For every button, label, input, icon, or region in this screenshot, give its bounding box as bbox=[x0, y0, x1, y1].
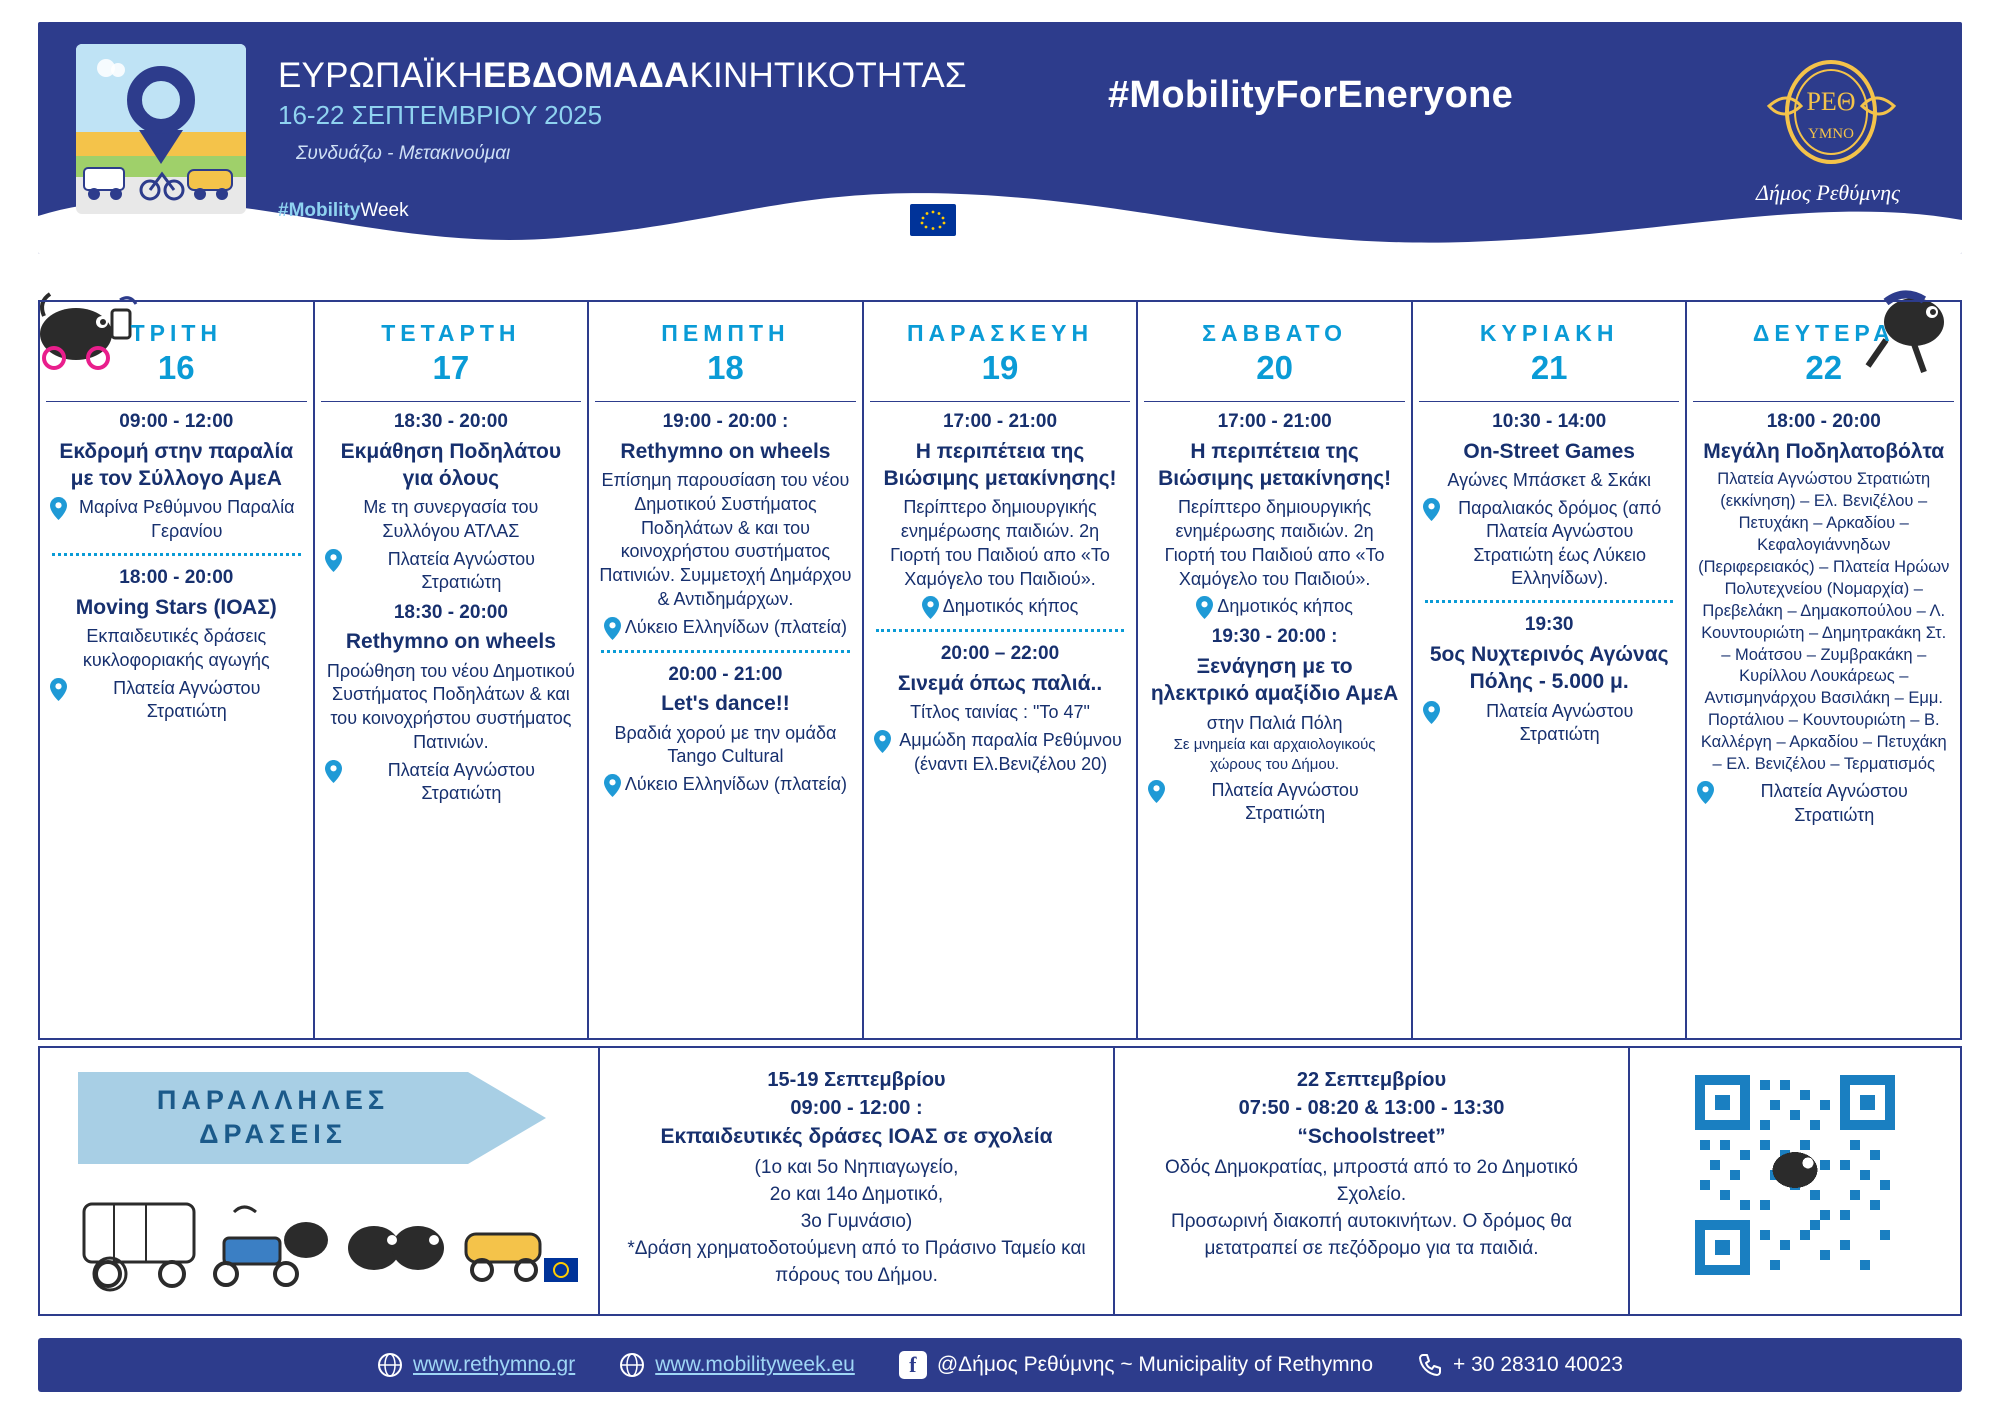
event-location bbox=[599, 773, 852, 797]
event-location-text: Πλατεία Αγνώστου Στρατιώτη bbox=[1211, 780, 1359, 824]
school-actions-line-3: 3ο Γυμνάσιο) bbox=[800, 1211, 913, 1233]
mobilityweek-tag-b: Week bbox=[360, 200, 409, 221]
schoolstreet-line-1: Οδός Δημοκρατίας, μπροστά από το 2ο Δημοτικό Σχολείο. bbox=[1165, 1157, 1578, 1206]
location-pin-icon bbox=[1423, 498, 1440, 521]
eu-stars bbox=[910, 204, 956, 236]
qr-code-col bbox=[1630, 1048, 1960, 1314]
footer-phone bbox=[1417, 1352, 1623, 1378]
event-location-text: Παραλιακός δρόμος (από Πλατεία Αγνώστου Στρατιώτη έως Λύκειο Ελληνίδων). bbox=[1458, 497, 1662, 588]
campaign-hashtag: #MobilityForEneryone bbox=[1108, 74, 1514, 116]
parallel-schoolstreet bbox=[1115, 1048, 1630, 1314]
event-item bbox=[1423, 613, 1676, 746]
event-item bbox=[874, 642, 1127, 776]
event-title: On-Street Games bbox=[1463, 439, 1635, 463]
event-item bbox=[325, 410, 578, 595]
event-description: Προώθηση του νέου Δημοτικού Συστήματος Ποδηλάτων & και του κοινοχρήστου συστήματος Πατινιών. bbox=[326, 660, 575, 752]
event-title: Σινεμά όπως παλιά.. bbox=[897, 672, 1103, 696]
event-item bbox=[1148, 625, 1401, 825]
school-actions-line-1: (1ο και 5ο Νηπιαγωγείο, bbox=[754, 1157, 959, 1179]
event-location bbox=[325, 759, 578, 806]
day-number: 18 bbox=[707, 349, 744, 386]
school-actions-title: Εκπαιδευτικές δράσες ΙΟΑΣ σε σχολεία bbox=[660, 1125, 1053, 1148]
school-actions-line-2: 2ο και 14ο Δημοτικό, bbox=[769, 1184, 944, 1206]
event-title: Let's dance!! bbox=[661, 692, 790, 716]
day-name: ΤΡΙΤΗ bbox=[130, 320, 223, 346]
event-item bbox=[874, 410, 1127, 619]
event-title: Η περιπέτεια της Βιώσιμης μετακίνησης! bbox=[1158, 439, 1392, 491]
event-location bbox=[1148, 779, 1401, 826]
event-location-text: Πλατεία Αγνώστου Στρατιώτη bbox=[387, 759, 535, 804]
footer-link-rethymno[interactable]: www.rethymno.gr bbox=[413, 1353, 576, 1376]
day-header bbox=[870, 302, 1131, 387]
event-location-text: Δημοτικός κήπος bbox=[942, 596, 1079, 617]
event-note: Σε μνημεία και αρχαιολογικούς χώρους του Δήμου. bbox=[1173, 736, 1376, 774]
location-pin-icon bbox=[874, 730, 891, 753]
day-name: ΔΕΥΤΕΡΑ bbox=[1752, 320, 1895, 346]
svg-text:ΡΕΘ: ΡΕΘ bbox=[1806, 87, 1856, 116]
title-part-1: ΕΥΡΩΠΑΪΚΗ bbox=[278, 56, 483, 95]
day-name: ΚΥΡΙΑΚΗ bbox=[1479, 320, 1619, 346]
event-time: 17:00 - 21:00 bbox=[1217, 411, 1332, 432]
day-name: ΤΕΤΑΡΤΗ bbox=[381, 320, 521, 346]
event-description: Περίπτερο δημιουργικής ενημέρωσης παιδιών. 2η Γιορτή του Παιδιού απο «Το Χαμόγελο του Παιδιού». bbox=[1164, 497, 1385, 589]
event-title: Rethymno on wheels bbox=[345, 630, 556, 654]
location-pin-icon bbox=[325, 760, 342, 783]
location-pin-icon bbox=[604, 617, 621, 640]
location-pin-icon bbox=[922, 596, 939, 619]
location-pin-icon bbox=[1423, 701, 1440, 724]
event-time: 17:00 - 21:00 bbox=[942, 411, 1058, 432]
location-pin-icon bbox=[50, 678, 67, 701]
event-location bbox=[50, 677, 303, 724]
event-location-text: Πλατεία Αγνώστου Στρατιώτη bbox=[1760, 781, 1908, 825]
poster-header bbox=[38, 22, 1962, 254]
event-title: Moving Stars (ΙΟΑΣ) bbox=[75, 595, 277, 619]
eu-flag-icon bbox=[910, 204, 956, 236]
event-location-text: Λύκειο Ελληνίδων (πλατεία) bbox=[624, 616, 847, 637]
event-location bbox=[1697, 780, 1950, 827]
title-part-2: ΕΒΔΟΜΑΔΑ bbox=[482, 56, 690, 95]
event-item bbox=[1148, 410, 1401, 619]
event-location-text: Μαρίνα Ρεθύμνου Παραλία Γερανίου bbox=[78, 497, 295, 541]
day-number: 20 bbox=[1256, 349, 1293, 386]
phone-icon bbox=[1417, 1352, 1443, 1378]
footer-website-mobilityweek[interactable] bbox=[619, 1352, 855, 1378]
event-time: 10:30 - 14:00 bbox=[1492, 411, 1607, 432]
schedule-grid bbox=[38, 300, 1962, 1040]
qr-code[interactable] bbox=[1690, 1070, 1900, 1280]
event-time: 18:30 - 20:00 bbox=[393, 411, 508, 432]
event-time: 19:30 - 20:00 : bbox=[1211, 626, 1338, 648]
event-time: 18:00 - 20:00 bbox=[119, 567, 234, 589]
event-slogan: Συνδυάζω - Μετακινούμαι bbox=[296, 143, 511, 164]
event-time: 20:00 – 22:00 bbox=[940, 643, 1060, 665]
globe-icon bbox=[619, 1352, 645, 1378]
day-column-saturday bbox=[1138, 302, 1413, 1038]
day-column-monday bbox=[1687, 302, 1960, 1038]
event-description: Με τη συνεργασία του Συλλόγου ΑΤΛΑΣ bbox=[363, 497, 539, 542]
event-description: Αγώνες Μπάσκετ & Σκάκι bbox=[1447, 470, 1651, 491]
event-title: Rethymno on wheels bbox=[620, 439, 831, 463]
schoolstreet-title: “Schoolstreet” bbox=[1297, 1125, 1446, 1148]
globe-icon bbox=[377, 1352, 403, 1378]
day-header bbox=[1144, 302, 1405, 387]
banner-line-1: ΠΑΡΑΛΛΗΛΕΣ bbox=[156, 1085, 390, 1116]
parallel-actions-panel bbox=[38, 1046, 1962, 1316]
event-title: Ξενάγηση με το ηλεκτρικό αμαξίδιο ΑμεΑ bbox=[1150, 655, 1399, 706]
event-title: Η περιπέτεια της Βιώσιμης μετακίνησης! bbox=[883, 439, 1117, 491]
footer-website-rethymno[interactable] bbox=[377, 1352, 575, 1378]
event-location-text: Λύκειο Ελληνίδων (πλατεία) bbox=[624, 774, 847, 795]
municipality-signature: Δήμος Ρεθύμνης bbox=[1756, 180, 1900, 205]
event-item bbox=[599, 663, 852, 798]
event-description: Επίσημη παρουσίαση του νέου Δημοτικού Συστήματος Ποδηλάτων & και του κοινοχρήστου συστήματος Πατινιών. Συμμετοχή Δημάρχου & Αντιδημάρχων. bbox=[599, 470, 852, 609]
event-time: 20:00 - 21:00 bbox=[668, 663, 783, 685]
day-number: 16 bbox=[157, 349, 195, 386]
day-header bbox=[595, 302, 856, 387]
footer-social[interactable] bbox=[899, 1351, 1373, 1379]
event-time: 18:30 - 20:00 bbox=[393, 601, 508, 623]
day-column-thursday bbox=[589, 302, 864, 1038]
event-location bbox=[325, 548, 578, 595]
day-column-sunday bbox=[1413, 302, 1688, 1038]
schoolstreet-line-2: Προσωρινή διακοπή αυτοκινήτων. Ο δρόμος θα μετατραπεί σε πεζόδρομο για τα παιδιά. bbox=[1171, 1211, 1572, 1260]
svg-text:ΥΜΝΟ: ΥΜΝΟ bbox=[1808, 126, 1854, 142]
event-time: 19:30 bbox=[1524, 614, 1574, 636]
event-time: 19:00 - 20:00 : bbox=[662, 411, 789, 432]
footer-link-mobilityweek[interactable]: www.mobilityweek.eu bbox=[655, 1353, 855, 1376]
location-pin-icon bbox=[1697, 781, 1714, 804]
event-location bbox=[1423, 700, 1676, 747]
day-column-friday bbox=[864, 302, 1139, 1038]
facebook-icon[interactable]: f bbox=[899, 1351, 927, 1379]
location-pin-icon bbox=[50, 497, 67, 520]
event-title: Εκμάθηση Ποδηλάτου για όλους bbox=[340, 439, 562, 491]
event-location-text: Αμμώδη παραλία Ρεθύμνου (έναντι Ελ.Βενιζέλου 20) bbox=[899, 730, 1122, 774]
parallel-actions-banner-col bbox=[40, 1048, 600, 1314]
event-divider bbox=[52, 553, 301, 556]
event-location-text: Πλατεία Αγνώστου Στρατιώτη bbox=[387, 548, 535, 593]
day-header bbox=[321, 302, 582, 387]
schoolstreet-time: 07:50 - 08:20 & 13:00 - 13:30 bbox=[1238, 1097, 1505, 1119]
event-location bbox=[1423, 497, 1676, 591]
banner-line-2: ΔΡΑΣΕΙΣ bbox=[199, 1119, 347, 1149]
day-number: 22 bbox=[1805, 349, 1843, 386]
event-description: στην Παλιά Πόλη bbox=[1206, 712, 1343, 733]
logo-pin-icon bbox=[113, 52, 209, 170]
event-title: 5ος Νυχτερινός Αγώνας Πόλης - 5.000 μ. bbox=[1429, 643, 1669, 694]
event-location-text: Πλατεία Αγνώστου Στρατιώτη bbox=[113, 677, 261, 722]
event-divider bbox=[876, 629, 1125, 632]
footer-phone-number: + 30 28310 40023 bbox=[1453, 1353, 1623, 1376]
event-divider bbox=[601, 650, 850, 653]
event-item bbox=[1423, 410, 1676, 590]
event-item bbox=[1697, 410, 1950, 827]
event-title-block bbox=[278, 56, 967, 165]
event-location bbox=[874, 729, 1127, 776]
title-part-3: ΚΙΝΗΤΙΚΟΤΗΤΑΣ bbox=[689, 56, 967, 95]
location-pin-icon bbox=[604, 774, 621, 797]
poster-footer bbox=[38, 1338, 1962, 1392]
event-location-text: Πλατεία Αγνώστου Στρατιώτη bbox=[1486, 700, 1634, 745]
event-location bbox=[874, 595, 1127, 619]
day-number: 21 bbox=[1530, 349, 1568, 386]
event-route-description: Πλατεία Αγνώστου Στρατιώτη (εκκίνηση) – Ελ. Βενιζέλου – Πετυχάκη – Αρκαδίου – Κεφαλογιάννηδων (Περιφερειακός) – Πλατεία Ηρώων Πολυτεχνείου (Νομαρχία) – Πρεβελάκη – Δημακοπούλου – Λ. Κουντουριώτη – Δημητρακάκη Στ. – Μοάτσου – Ζυμβρακάκη – Κυρίλλου Λουκάρεως – Αντισμηνάρχου Βασιλάκη – Εμμ. Πορτάλιου – Κουντουριώτη – Β. Καλλέργη – Αρκαδίου – Πετυχάκη – Ελ. Βενιζέλου – Τερματισμός bbox=[1698, 470, 1950, 774]
event-item bbox=[599, 410, 852, 640]
event-description: Τίτλος ταινίας : "Το 47" bbox=[910, 702, 1090, 723]
event-title: Μεγάλη Ποδηλατοβόλτα bbox=[1703, 439, 1945, 463]
day-column-wednesday bbox=[315, 302, 590, 1038]
location-pin-icon bbox=[325, 549, 342, 572]
day-header bbox=[1693, 302, 1954, 387]
school-actions-funding-note: *Δράση χρηματοδοτούμενη από το Πράσινο Ταμείο και πόρους του Δήμου. bbox=[627, 1238, 1086, 1287]
footer-social-handle: @Δήμος Ρεθύμνης ~ Municipality of Rethymno bbox=[936, 1353, 1374, 1376]
event-description: Περίπτερο δημιουργικής ενημέρωσης παιδιών. 2η Γιορτή του Παιδιού απο «Το Χαμόγελο του Παιδιού». bbox=[890, 497, 1110, 589]
event-dates: 16-22 ΣΕΠΤΕΜΒΡΙΟΥ 2025 bbox=[278, 100, 603, 130]
day-header bbox=[46, 302, 307, 387]
day-number: 17 bbox=[432, 349, 470, 386]
mobility-week-logo bbox=[76, 44, 246, 214]
event-description: Εκπαιδευτικές δράσεις κυκλοφοριακής αγωγής bbox=[82, 626, 270, 670]
event-divider bbox=[1425, 600, 1674, 603]
day-number: 19 bbox=[981, 349, 1019, 386]
municipality-logo bbox=[1759, 54, 1904, 174]
event-time: 18:00 - 20:00 bbox=[1766, 411, 1881, 432]
event-title: Εκδρομή στην παραλία με τον Σύλλογο ΑμεΑ bbox=[59, 439, 294, 491]
location-pin-icon bbox=[1196, 596, 1213, 619]
event-time: 09:00 - 12:00 bbox=[119, 411, 234, 432]
event-location-text: Δημοτικός κήπος bbox=[1217, 596, 1353, 617]
school-actions-date: 15-19 Σεπτεμβρίου bbox=[767, 1069, 946, 1091]
parallel-school-actions bbox=[600, 1048, 1115, 1314]
day-name: ΠΕΜΠΤΗ bbox=[661, 320, 790, 346]
event-location bbox=[599, 616, 852, 640]
location-pin-icon bbox=[1148, 780, 1165, 803]
day-header bbox=[1419, 302, 1680, 387]
event-item bbox=[325, 601, 578, 806]
day-name: ΠΑΡΑΣΚΕΥΗ bbox=[906, 320, 1094, 346]
event-title bbox=[278, 56, 967, 96]
event-item bbox=[50, 410, 303, 543]
event-location bbox=[50, 496, 303, 543]
schoolstreet-date: 22 Σεπτεμβρίου bbox=[1296, 1069, 1447, 1091]
mobilityweek-tag-a: #Mobility bbox=[278, 200, 361, 221]
event-location bbox=[1148, 595, 1401, 619]
day-name: ΣΑΒΒΑΤΟ bbox=[1202, 320, 1348, 346]
event-description: Βραδιά χορού με την ομάδα Tango Cultural bbox=[614, 722, 837, 767]
day-column-tuesday bbox=[40, 302, 315, 1038]
bottom-illustration bbox=[74, 1182, 594, 1302]
school-actions-time: 09:00 - 12:00 : bbox=[790, 1097, 923, 1119]
parallel-actions-banner bbox=[78, 1072, 548, 1164]
mobilityweek-tag bbox=[278, 200, 409, 222]
event-item bbox=[50, 566, 303, 723]
